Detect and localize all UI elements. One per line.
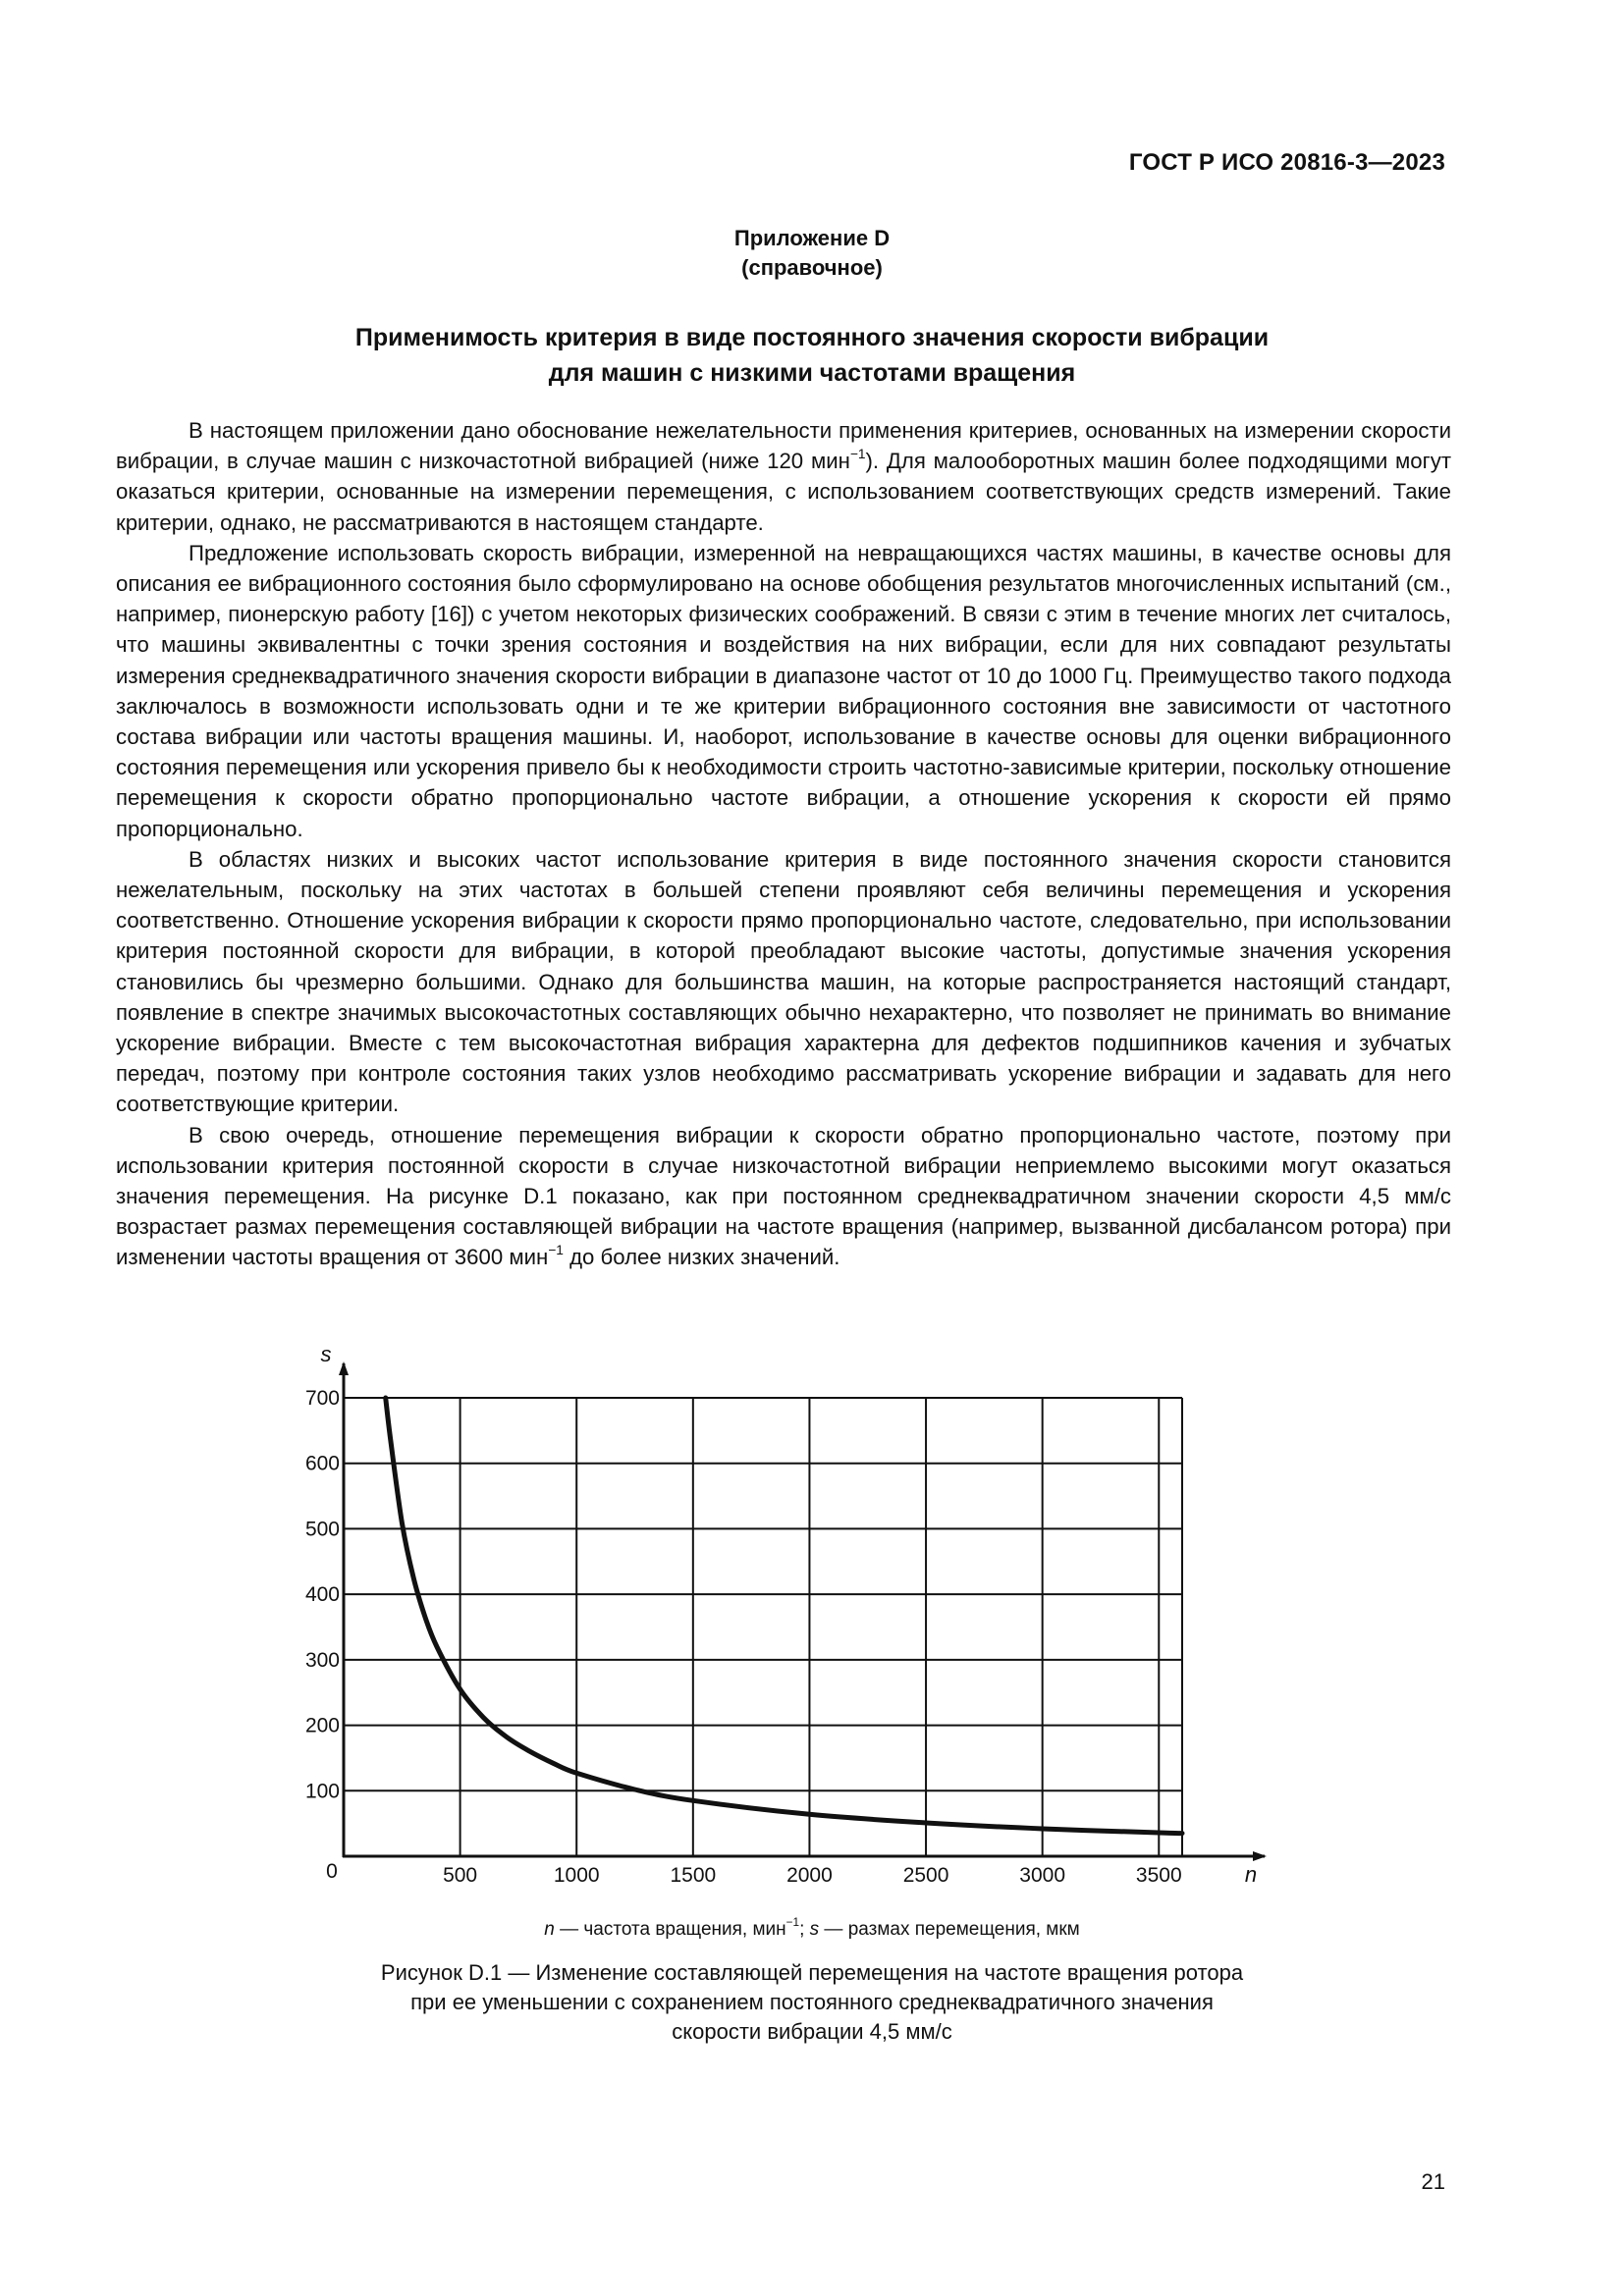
chart-grid [344,1398,1182,1856]
caption-line-2: при ее уменьшении с сохранением постоянного среднеквадратичного значения [410,1990,1214,2014]
x-axis-label: n [1244,1862,1258,1887]
x-tick-label: 3000 [1019,1864,1066,1887]
annex-title-line-2: для машин с низкими частотами вращения [548,359,1076,387]
paragraph-3: В областях низких и высоких частот использование критерия в виде постоянного значения скорости становится нежелательным, поскольку на этих частотах в большей степени проявляют себя величины перемещения и ускорения соответственно. Отношение ускорения вибрации к скорости прямо пропорционально частоте, следовательно, при использовании критерия постоянной скорости для вибрации, в которой преобладают высокие частоты, допустимые значения ускорения становились бы чрезмерно большими. Однако для большинства машин, на которые распространяется настоящий стандарт, появление в спектре значимых высокочастотных составляющих обычно нехарактерно, что позволяет не принимать во внимание ускорение вибрации. Вместе с тем высокочастотная вибрация характерна для дефектов подшипников качения и зубчатых передач, поэтому при контроле состояния таких узлов необходимо рассматривать ускорение вибрации и задавать для него соответствующие критерии. [116,846,1451,1117]
y-tick-label: 200 [304,1714,340,1737]
origin-label: 0 [326,1860,338,1883]
x-tick-label: 3500 [1135,1864,1182,1887]
y-tick-label: 100 [304,1780,340,1803]
displacement-chart [295,1340,1276,1929]
y-tick-label: 700 [304,1387,340,1410]
annex-title-line-1: Применимость критерия в виде постоянного значения скорости вибрации [354,324,1270,351]
y-tick-label: 600 [304,1452,340,1475]
x-tick-label: 1000 [553,1864,600,1887]
x-tick-label: 500 [443,1864,478,1887]
paragraph-1-part-b: ). Для малооборотных машин более подходящими могут оказаться критерии, основанные на измерении перемещения, с использованием соответствующих средств измерений. Такие критерии, однако, не рассматриваются в настоящем стандарте. [116,449,1451,535]
paragraph-4-part-a: В свою очередь, отношение перемещения вибрации к скорости обратно пропорционально частоте, поэтому при использовании критерия постоянной скорости в случае низкочастотной вибрации неприемлемо высокими могут оказаться значения перемещения. На рисунке D.1 показано, как при постоянном среднеквадратичном значении скорости 4,5 мм/с возрастает размах перемещения составляющей вибрации на частоте вращения (например, вызванной дисбалансом ротора) при изменении частоты вращения от 3600 мин [116,1122,1451,1270]
caption-line-3: скорости вибрации 4,5 мм/с [672,2019,952,2044]
paragraph-4-part-b: до более низких значений. [563,1245,840,1270]
paragraph-1 [116,415,1451,538]
y-axis-label: s [320,1342,332,1366]
legend-part-a: — частота вращения, мин [554,1919,786,1940]
document-code: ГОСТ Р ИСО 20816-3—2023 [1128,149,1445,176]
y-tick-label: 300 [304,1648,340,1672]
annex-title [0,320,1624,391]
figure-caption [0,1958,1624,2047]
x-tick-label: 2500 [902,1864,949,1887]
paragraph-4-superscript: −1 [548,1243,564,1258]
annex-label: Приложение D [733,226,891,250]
legend-superscript: −1 [785,1915,800,1929]
paragraph-4 [116,1120,1451,1273]
legend-s-symbol: s [809,1919,820,1940]
legend-part-b: ; [799,1919,810,1940]
caption-line-1: Рисунок D.1 — Изменение составляющей перемещения на частоте вращения ротора [380,1960,1244,1985]
figure-d1 [295,1340,1276,1929]
chart-tick-labels [305,1342,1257,1887]
y-tick-label: 500 [304,1518,340,1541]
x-tick-label: 1500 [670,1864,717,1887]
x-tick-label: 2000 [786,1864,833,1887]
figure-legend [0,1915,1624,1941]
annex-heading [0,224,1624,283]
page-number: 21 [1421,2169,1445,2194]
legend-part-c: — размах перемещения, мкм [819,1919,1080,1940]
body-text [116,415,1451,1273]
y-tick-label: 400 [304,1583,340,1607]
paragraph-1-superscript: −1 [849,446,866,461]
paragraph-2: Предложение использовать скорость вибрации, измеренной на невращающихся частях машины, в качестве основы для описания ее вибрационного состояния было сформулировано на основе обобщения результатов многочисленных испытаний (см., например, пионерскую работу [16]) с учетом некоторых физических соображений. В связи с этим в течение многих лет считалось, что машины эквивалентны с точки зрения состояния и воздействия на них вибрации, если для них совпадают результаты измерения среднеквадратичного значения скорости вибрации в диапазоне частот от 10 до 1000 Гц. Преимущество такого подхода заключалось в возможности использовать одни и те же критерии вибрационного состояния вне зависимости от частотного состава вибрации или частоты вращения машины. И, наоборот, использование в качестве основы для оценки вибрационного состояния перемещения или ускорения привело бы к необходимости строить частотно-зависимые критерии, поскольку отношение перемещения к скорости обратно пропорционально частоте вибрации, а отношение ускорения к скорости ей прямо пропорционально. [116,540,1451,841]
paragraph-1-part-a: В настоящем приложении дано обоснование нежелательности применения критериев, основанных на измерении скорости вибрации, в случае машин с низкочастотной вибрацией (ниже 120 мин [116,418,1451,474]
legend-n-symbol: n [544,1919,555,1940]
annex-type: (справочное) [741,255,883,280]
chart-axes [343,1363,1265,1857]
